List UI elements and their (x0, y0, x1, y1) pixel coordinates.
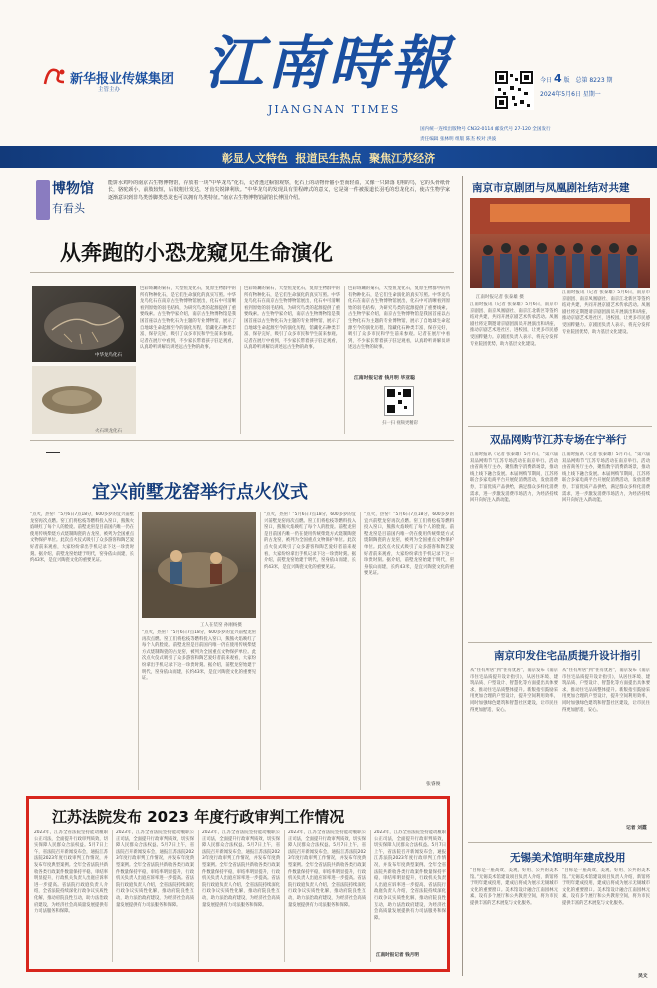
museum-rule (30, 272, 454, 273)
museum-photo-caption-1: 中华龙鸟化石 (95, 353, 122, 358)
yixing-body-col-1: “点火，热窑！”5月6日7点18分，600多岁的宜兴前墅龙窑再次点燃。窑工们将松枝等燃料投入窑口，熊熊火焰映红了每个人的脸庞。前墅龙窑是目前国内唯一仍在使用传统柴烧方式烧制陶瓷的古龙窑，被列为全国重点文物保护单位。此次点火仪式吸引了众多游客和陶艺爱好者前来观看，大家纷纷拿出手机记录下这一珍贵时刻。据介绍，前墅龙窑始建于明代，窑身依山而建，长约43米，是宜兴陶瓷文化的重要见证。 (30, 512, 134, 564)
issue-info (540, 72, 652, 112)
page-count-unit: 版 (563, 77, 570, 84)
group-brand-name: 新华报业传媒集团 (70, 72, 175, 87)
column-rule (370, 830, 371, 962)
museum-byline: 江南时报记者 钱月明 毕亚聪 (354, 376, 415, 381)
sidebar-divider (462, 176, 463, 976)
issue-number: 总第 8223 期 (575, 77, 613, 84)
sidebar-photo-1 (470, 198, 650, 288)
sidebar-rule-3 (468, 842, 652, 843)
yixing-body-col-2: “点火，热窑！”5月6日7点18分，600多岁的宜兴前墅龙窑再次点燃。窑工们将松枝等燃料投入窑口，熊熊火焰映红了每个人的脸庞。前墅龙窑是目前国内唯一仍在使用传统柴烧方式烧制陶瓷的古龙窑，被列为全国重点文物保护单位。此次点火仪式吸引了众多游客和陶艺爱好者前来观看，大家纷纷拿出手机记录下这一珍贵时刻。据介绍，前墅龙窑始建于明代，窑身依山而建，长约43米，是宜兴陶瓷文化的重要见证。 (142, 630, 256, 682)
yixing-byline: 张睿俊 (426, 782, 441, 787)
column-rule (260, 512, 261, 790)
yixing-body-col-3: “点火，热窑！”5月6日7点18分，600多岁的宜兴前墅龙窑再次点燃。窑工们将松枝等燃料投入窑口，熊熊火焰映红了每个人的脸庞。前墅龙窑是目前国内唯一仍在使用传统柴烧方式烧制陶瓷的古龙窑，被列为全国重点文物保护单位。此次点火仪式吸引了众多游客和陶艺爱好者前来观看，大家纷纷拿出手机记录下这一珍贵时刻。据介绍，前墅龙窑始建于明代，窑身依山而建，长约43米，是宜兴陶瓷文化的重要见证。 (264, 512, 356, 570)
sidebar-rule-2 (468, 642, 652, 643)
newspaper-pinyin: JIANGNAN TIMES (268, 103, 401, 116)
yixing-top-rule (30, 440, 454, 441)
museum-column-logo (36, 178, 100, 222)
page-count: 4 (553, 72, 562, 85)
law-body-col-2: 2023年，江苏全省法院坚持能动履职公正司法，全面提升行政审判质效，切实保障人民群众合法权益。5月7日上午，省法院召开新闻发布会，通报江苏法院2023年度行政审判工作情况，并发布年度典型案例。全年全省法院共新收各类行政案件数量保持平稳，审结率明显提升，行政机关负责人出庭应诉率进一步提高。省法院行政庭负责人介绍，全省法院持续深化行政争议实质性化解，推动府院良性互动，助力法治政府建设，为经济社会高质量发展提供有力司法服务和保障。 (116, 830, 194, 908)
law-body-col-3: 2023年，江苏全省法院坚持能动履职公正司法，全面提升行政审判质效，切实保障人民群众合法权益。5月7日上午，省法院召开新闻发布会，通报江苏法院2023年度行政审判工作情况，并发布年度典型案例。全年全省法院共新收各类行政案件数量保持平稳，审结率明显提升，行政机关负责人出庭应诉率进一步提高。省法院行政庭负责人介绍，全省法院持续深化行政争议实质性化解，推动府院良性互动，助力法治政府建设，为经济社会高质量发展提供有力司法服务和保障。 (202, 830, 280, 908)
museum-photo-caption-2: 火石坝龙化石 (95, 429, 122, 434)
law-body-col-4: 2023年，江苏全省法院坚持能动履职公正司法，全面提升行政审判质效，切实保障人民群众合法权益。5月7日上午，省法院召开新闻发布会，通报江苏法院2023年度行政审判工作情况，并发布年度典型案例。全年全省法院共新收各类行政案件数量保持平稳，审结率明显提升，行政机关负责人出庭应诉率进一步提高。省法院行政庭负责人介绍，全省法院持续深化行政争议实质性化解，推动府院良性互动，助力法治政府建设，为经济社会高质量发展提供有力司法服务和保障。 (288, 830, 366, 908)
museum-photo-dinosaur (32, 366, 136, 434)
sidebar-story4-col-1: “目标是一座高效、美观、好用、公共的美术馆。”无锡美术馆建设项目负责人介绍，新馆将于明年建成投用，建成后将成为展示无锡城市文化的重要窗口。美术馆设计融合江南园林元素，设有多个展厅和公共教育空间，将为市民提供丰富的艺术展览与文化服务。 (470, 868, 558, 906)
sidebar-story4-byline: 吴文 (638, 974, 648, 979)
group-brand (42, 64, 182, 94)
xinhua-logo-icon (42, 64, 68, 90)
column-rule (112, 830, 113, 962)
sidebar-story1-col-2: 江南时报讯（记者 张泰雄）5月6日，南京市京剧团、南京凤凰剧社、南京江北新区等签约结对共建，共同开展京剧艺术传承活动。凤凰剧社将定期邀请京剧团演员开展演出和讲座，推动京剧艺术进社区、进校园，让更多市民感受国粹魅力。京剧团负责人表示，将充分发挥专业院团优势，助力基层文化建设。 (562, 290, 650, 335)
sidebar-photo-caption-1: 江南时报记者 张泰雄 摄 (476, 295, 524, 300)
column-rule (138, 512, 139, 790)
column-logo-line-1: 博物馆 (52, 181, 94, 197)
sidebar-headline-1: 南京市京剧团与凤凰剧社结对共建 (472, 182, 630, 194)
law-byline: 江南时报记者 钱月明 (376, 953, 419, 958)
column-rule (344, 286, 345, 434)
column-logo-line-2: 有看头 (52, 202, 85, 215)
sidebar-story2-col-2: 江南时报讯（记者 张泰雄）5月7日，“第六届双品网购节”江苏专场活动在南京举行。活动由省商务厅主办，聚焦数字消费新场景，推动线上线下融合发展。本届网购节期间，江苏将联合多家电商平台开展促消费活动，发放消费券，丰富优质产品供给，满足群众多样化消费需求，进一步激发消费市场活力，为经济持续回升向好注入新动能。 (562, 452, 650, 504)
sidebar-story4-col-2: “目标是一座高效、美观、好用、公共的美术馆。”无锡美术馆建设项目负责人介绍，新馆将于明年建成投用，建成后将成为展示无锡城市文化的重要窗口。美术馆设计融合江南园林元素，设有多个展厅和公共教育空间，将为市民提供丰富的艺术展览与文化服务。 (562, 868, 650, 906)
issue-date: 2024年5月6日 星期一 (540, 91, 601, 98)
yixing-body-col-4: “点火，热窑！”5月6日7点18分，600多岁的宜兴前墅龙窑再次点燃。窑工们将松枝等燃料投入窑口，熊熊火焰映红了每个人的脸庞。前墅龙窑是目前国内唯一仍在使用传统柴烧方式烧制陶瓷的古龙窑，被列为全国重点文物保护单位。此次点火仪式吸引了众多游客和陶艺爱好者前来观看，大家纷纷拿出手机记录下这一珍贵时刻。据介绍，前墅龙窑始建于明代，窑身依山而建，长约43米，是宜兴陶瓷文化的重要见证。 (364, 512, 454, 577)
today-label: 今日 (540, 77, 553, 84)
column-rule (198, 830, 199, 962)
editors-line: 责任编辑 张林明 组版 陈杰 校对 洪波 (420, 137, 497, 142)
sidebar-headline-2: 双品网购节江苏专场在宁举行 (490, 434, 627, 446)
masthead (0, 0, 657, 170)
museum-photo-bird (32, 286, 136, 362)
yixing-photo-caption: 工人在装窑 孙刚杨摄 (200, 623, 242, 628)
sidebar-headline-4: 无锡美术馆明年建成投用 (510, 852, 626, 864)
law-headline: 江苏法院发布 2023 年度行政审判工作情况 (52, 808, 345, 826)
yixing-photo (142, 512, 256, 618)
sidebar-story3-col-1: 从“住有所居”到“住有优居”，南京发布《南京市住宅品质提升设计指引》，从居住环境、建筑品质、户型设计、智慧化等方面提出具体要求，推动住宅品质整体提升。新版指引鼓励采用更加合理的户型设计，提升空间利用效率，同时加强绿色建筑和智慧社区建设，让市民住得更加舒适、安心。 (470, 668, 558, 713)
sidebar-story3-col-2: 从“住有所居”到“住有优居”，南京发布《南京市住宅品质提升设计指引》，从居住环境、建筑品质、户型设计、智慧化等方面提出具体要求，推动住宅品质整体提升。新版指引鼓励采用更加合理的户型设计，提升空间利用效率，同时加强绿色建筑和智慧社区建设，让市民住得更加舒适、安心。 (562, 668, 650, 713)
law-body-col-5: 2023年，江苏全省法院坚持能动履职公正司法，全面提升行政审判质效，切实保障人民群众合法权益。5月7日上午，省法院召开新闻发布会，通报江苏法院2023年度行政审判工作情况，并发布年度典型案例。全年全省法院共新收各类行政案件数量保持平稳，审结率明显提升，行政机关负责人出庭应诉率进一步提高。省法院行政庭负责人介绍，全省法院持续深化行政争议实质性化解，推动府院良性互动，助力法治政府建设，为经济社会高质量发展提供有力司法服务和保障。 (374, 830, 446, 921)
sidebar-rule-1 (468, 426, 652, 427)
yixing-headline-text: 宜兴前墅龙窑举行点火仪式 (92, 482, 308, 503)
newspaper-logo: 江南時報 (205, 29, 454, 97)
sidebar-story1-col-1: 江南时报讯（记者 张泰雄）5月6日，南京市京剧团、南京凤凰剧社、南京江北新区等签约结对共建，共同开展京剧艺术传承活动。凤凰剧社将定期邀请京剧团演员开展演出和讲座，推动京剧艺术进社区、进校园，让更多市民感受国粹魅力。京剧团负责人表示，将充分发挥专业院团优势，助力基层文化建设。 (470, 302, 558, 347)
museum-video-qr (384, 386, 414, 416)
sidebar-story3-byline: 记者 刘霞 (626, 826, 647, 831)
law-body-col-1: 2023年，江苏全省法院坚持能动履职公正司法，全面提升行政审判质效，切实保障人民群众合法权益。5月7日上午，省法院召开新闻发布会，通报江苏法院2023年度行政审判工作情况，并发布年度典型案例。全年全省法院共新收各类行政案件数量保持平稳，审结率明显提升，行政机关负责人出庭应诉率进一步提高。省法院行政庭负责人介绍，全省法院持续深化行政争议实质性化解，推动府院良性互动，助力法治政府建设，为经济社会高质量发展提供有力司法服务和保障。 (34, 830, 108, 915)
museum-headline: 从奔跑的小恐龙窥见生命演化 (60, 241, 333, 265)
slogan: 彰显人文特色 报道民生热点 聚焦江苏经济 (221, 152, 436, 165)
column-rule (240, 286, 241, 434)
registration-line: 国内统一连续出版物号 CN32-0114 邮发代号 27-120 全国发行 (420, 127, 551, 132)
group-brand-sub: 主管主办 (98, 87, 121, 93)
column-rule (284, 830, 285, 962)
museum-body-col-2: 色彩斑斓的菊石，大型鱼龙化石，复原生物群中的所有物种化石，是它们生命演化的真实写照。中华龙鸟化石在南京古生物博物馆展出，化石中可清晰看到原始的羽毛结构，为研究鸟类的起源提供了重要线索。古生物学家介绍，南京古生物博物馆是我国首座以古生物化石为主题的专业博物馆，展示了自地球生命起源至今的演化历程，馆藏化石种类丰富、保存完好，吸引了众多市民和学生前来参观。记者在展厅中看到，不少家长带着孩子驻足观看，认真聆听讲解员讲述远古生物的故事。 (244, 286, 340, 351)
museum-intro: 能饼水鸡吟的南京古生物博物馆，存放着一块“中华龙鸟”化石，记者透过橱窗观察，化石上的动物骨骼小型而轻盈，又像一只降落飞翔的鸟，它的头骨纸骨长，骆驼颈小，前肢较短，后肢粗壮发达，牙齿尖锐锋利状。“中华龙鸟的发现具有里程碑式的意义，它是第一件被报道长羽毛的恐龙化石，使古生物学家逐渐意识到非鸟类兽脚类恐龙也可以拥有鸟类特征。”南京古生物博物馆副馆长傅国介绍。 (108, 180, 450, 201)
museum-video-qr-label: 扫一扫 视频更精彩 (382, 421, 418, 426)
column-rule (360, 512, 361, 790)
museum-body-col-1: 色彩斑斓的菊石，大型鱼龙化石，复原生物群中的所有物种化石，是它们生命演化的真实写照。中华龙鸟化石在南京古生物博物馆展出，化石中可清晰看到原始的羽毛结构，为研究鸟类的起源提供了重要线索。古生物学家介绍，南京古生物博物馆是我国首座以古生物化石为主题的专业博物馆，展示了自地球生命起源至今的演化历程，馆藏化石种类丰富、保存完好，吸引了众多市民和学生前来参观。记者在展厅中看到，不少家长带着孩子驻足观看，认真聆听讲解员讲述远古生物的故事。 (140, 286, 236, 351)
museum-body-col-3: 色彩斑斓的菊石，大型鱼龙化石，复原生物群中的所有物种化石，是它们生命演化的真实写照。中华龙鸟化石在南京古生物博物馆展出，化石中可清晰看到原始的羽毛结构，为研究鸟类的起源提供了重要线索。古生物学家介绍，南京古生物博物馆是我国首座以古生物化石为主题的专业博物馆，展示了自地球生命起源至今的演化历程，馆藏化石种类丰富、保存完好，吸引了众多市民和学生前来参观。记者在展厅中看到，不少家长带着孩子驻足观看，认真聆听讲解员讲述远古生物的故事。 (348, 286, 450, 351)
sidebar-story2-col-1: 江南时报讯（记者 张泰雄）5月7日，“第六届双品网购节”江苏专场活动在南京举行。活动由省商务厅主办，聚焦数字消费新场景，推动线上线下融合发展。本届网购节期间，江苏将联合多家电商平台开展促消费活动，发放消费券，丰富优质产品供给，满足群众多样化消费需求，进一步激发消费市场活力，为经济持续回升向好注入新动能。 (470, 452, 558, 504)
yixing-headline-rule-left (46, 452, 60, 453)
masthead-qr-code (494, 70, 534, 110)
sidebar-headline-3: 南京印发住宅品质提升设计指引 (494, 650, 641, 662)
